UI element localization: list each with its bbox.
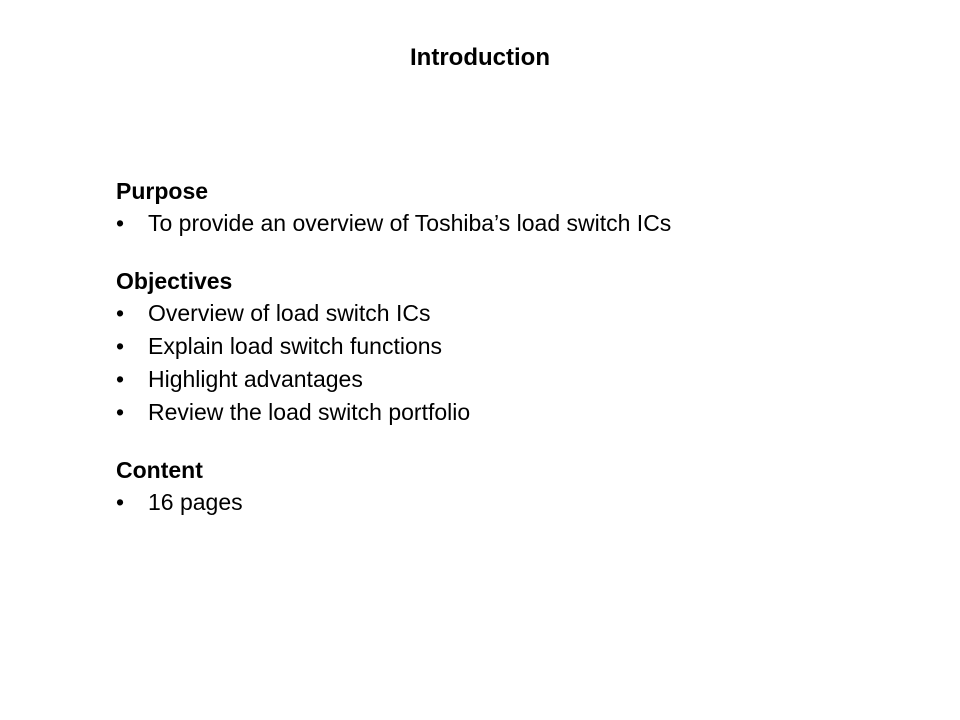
- list-item: [116, 297, 896, 330]
- bullet-icon: •: [116, 210, 125, 236]
- bullet-text: Review the load switch portfolio: [148, 399, 471, 425]
- list-item: [116, 207, 896, 240]
- section-heading: Objectives: [116, 268, 233, 294]
- bullet-icon: •: [116, 489, 125, 515]
- bullet-text: Highlight advantages: [148, 366, 363, 392]
- bullet-icon: •: [116, 366, 125, 392]
- bullet-icon: •: [116, 399, 125, 425]
- slide-body: [116, 176, 896, 545]
- section-purpose: [116, 176, 896, 240]
- bullet-text: To provide an overview of Toshiba’s load switch ICs: [148, 210, 672, 236]
- list-item: [116, 486, 896, 519]
- bullet-text: Explain load switch functions: [148, 333, 443, 359]
- bullet-list: [116, 207, 896, 240]
- bullet-list: [116, 486, 896, 519]
- bullet-text: Overview of load switch ICs: [148, 300, 431, 326]
- section-heading: Purpose: [116, 178, 209, 204]
- bullet-text: 16 pages: [148, 489, 243, 515]
- section-objectives: [116, 266, 896, 429]
- list-item: [116, 396, 896, 429]
- slide-title: Introduction: [410, 44, 550, 71]
- bullet-list: [116, 297, 896, 429]
- list-item: [116, 330, 896, 363]
- list-item: [116, 363, 896, 396]
- section-content: [116, 455, 896, 519]
- bullet-icon: •: [116, 333, 125, 359]
- bullet-icon: •: [116, 300, 125, 326]
- section-heading: Content: [116, 457, 203, 483]
